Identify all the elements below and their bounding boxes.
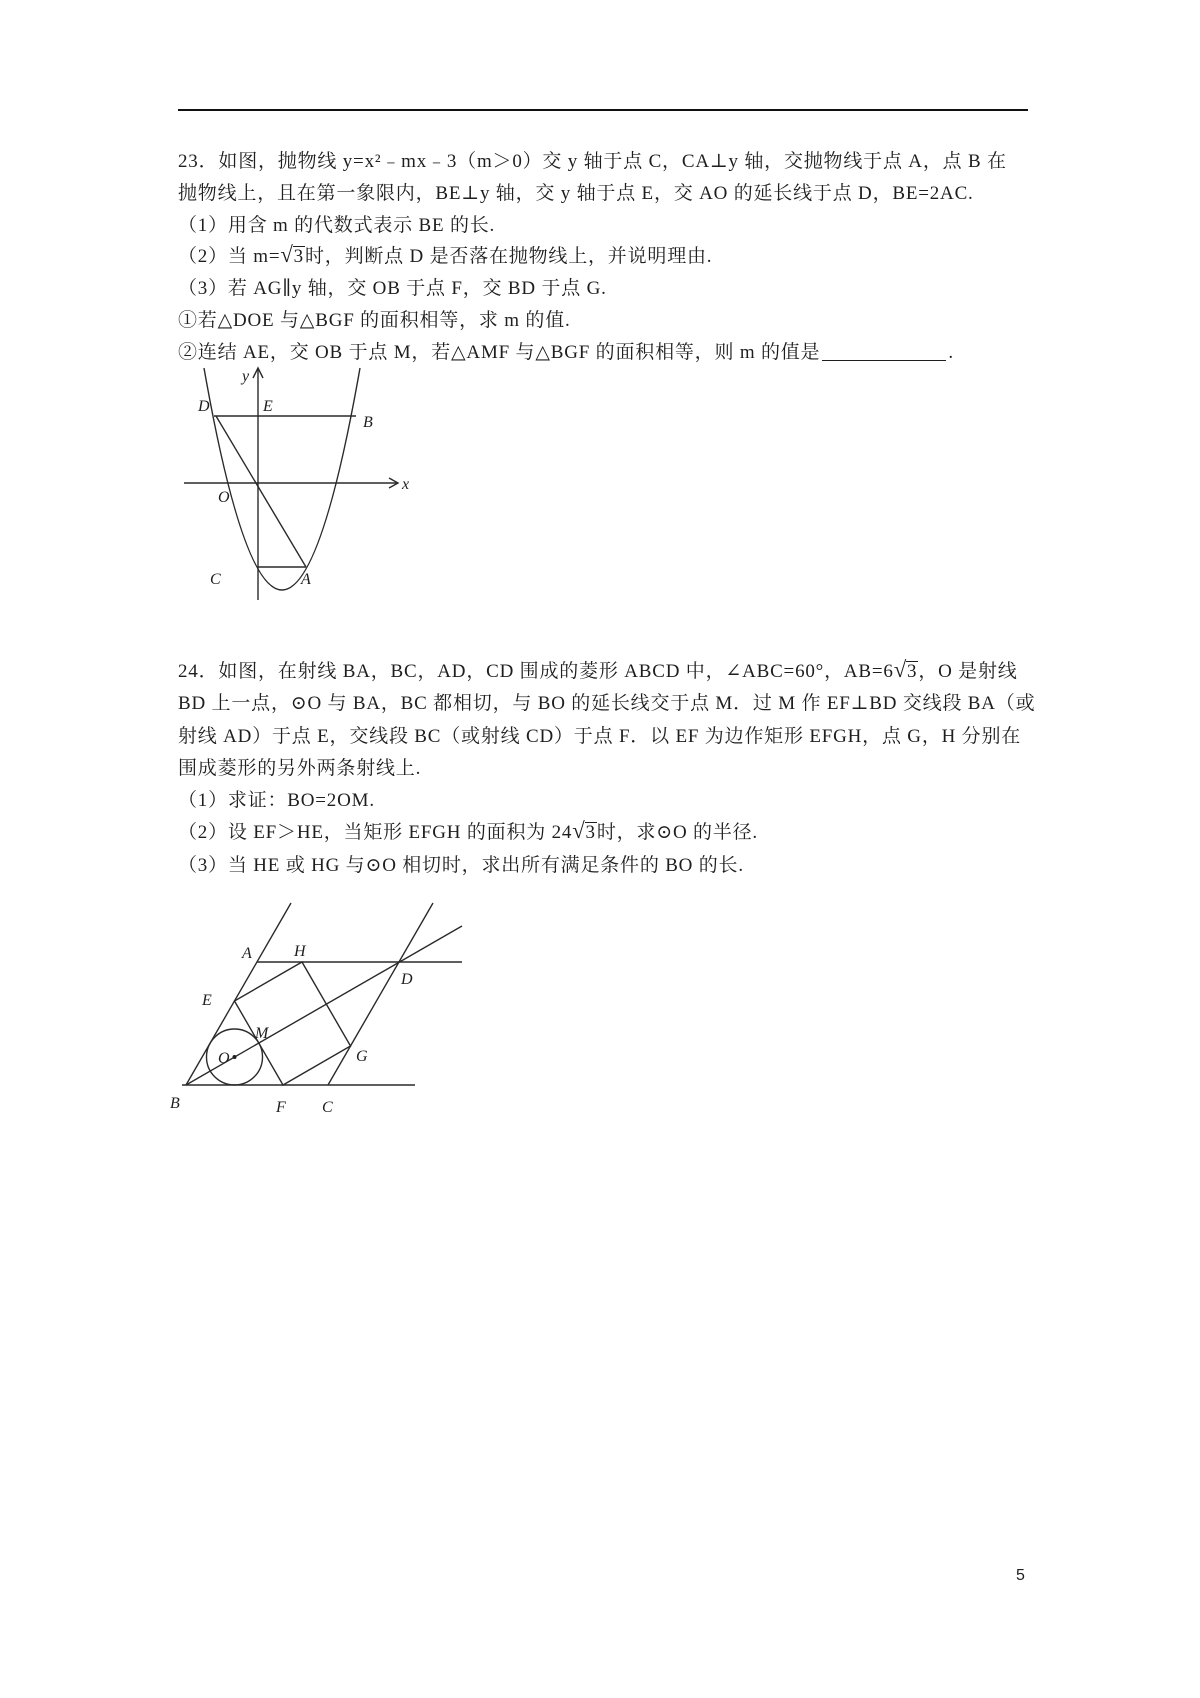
radical-sign: √ — [893, 657, 907, 682]
problem-24-part-1: （1）求证：BO=2OM. — [178, 790, 375, 812]
radicand: 3 — [585, 822, 596, 844]
problem-23-part-1: （1）用含 m 的代数式表示 BE 的长. — [178, 214, 496, 236]
square-root — [894, 656, 919, 688]
label-b: B — [170, 1095, 180, 1112]
problem-23-line-2: 抛物线上，且在第一象限内，BE⊥y 轴，交 y 轴于点 E，交 AO 的延长线于点 D，BE=2AC. — [178, 182, 974, 204]
label-f: F — [276, 1099, 286, 1116]
label-x: x — [402, 476, 410, 493]
problem-24 — [178, 656, 1035, 882]
text-segment: 24．如图，在射线 BA，BC，AD，CD 围成的菱形 ABCD 中，∠ABC=60°，AB=6 — [178, 661, 894, 682]
label-d: D — [401, 971, 413, 988]
problem-23-line-1: 23．如图，抛物线 y=x²﹣mx﹣3（m＞0）交 y 轴于点 C，CA⊥y 轴，交抛物线于点 A，点 B 在 — [178, 151, 1007, 172]
label-a: A — [242, 945, 252, 962]
radical-sign: √ — [572, 818, 586, 844]
label-b: B — [363, 414, 373, 431]
problem-24-line-1 — [178, 656, 1035, 688]
radicand: 3 — [293, 246, 304, 268]
parabola — [204, 368, 360, 590]
label-c: C — [322, 1099, 333, 1116]
label-d: D — [198, 398, 210, 415]
label-e: E — [202, 992, 212, 1009]
rhombus-figure — [165, 895, 470, 1120]
problem-23-part-2 — [178, 241, 1007, 273]
text-segment: . — [948, 341, 954, 363]
header-rule — [178, 109, 1028, 111]
problem-24-part-2 — [178, 817, 1035, 849]
text-segment: （2）当 m= — [178, 246, 281, 268]
label-a: A — [301, 571, 311, 588]
label-y: y — [242, 368, 250, 385]
radical-sign: √ — [280, 242, 294, 268]
problem-24-line-2: BD 上一点，⊙O 与 BA，BC 都相切，与 BO 的延长线交于点 M．过 M 作 EF⊥BD 交线段 BA（或 — [178, 693, 1036, 715]
radicand: 3 — [907, 661, 918, 682]
label-o: O — [218, 489, 230, 506]
parabola-figure — [178, 360, 418, 610]
text-segment: 时，求⊙O 的半径. — [596, 822, 758, 844]
label-c: C — [210, 571, 221, 588]
label-h: H — [294, 943, 306, 960]
text-segment: ，O 是射线 — [918, 661, 1018, 682]
label-g: G — [356, 1048, 368, 1065]
text-segment: （2）设 EF＞HE，当矩形 EFGH 的面积为 24 — [178, 822, 573, 844]
problem-24-part-3: （3）当 HE 或 HG 与⊙O 相切时，求出所有满足条件的 BO 的长. — [178, 854, 744, 876]
problem-23 — [178, 146, 1007, 369]
problem-24-line-3: 射线 AD）于点 E，交线段 BC（或射线 CD）于点 F．以 EF 为边作矩形 EFGH，点 G，H 分别在 — [178, 725, 1022, 747]
problem-23-part-3-1: ①若△DOE 与△BGF 的面积相等，求 m 的值. — [178, 309, 571, 331]
square-root — [572, 817, 597, 849]
problem-24-line-4: 围成菱形的另外两条射线上. — [178, 757, 422, 779]
square-root — [280, 241, 305, 273]
text-segment: 时，判断点 D 是否落在抛物线上，并说明理由. — [304, 246, 713, 268]
answer-blank — [822, 341, 946, 361]
center-o-dot — [233, 1055, 237, 1059]
problem-23-part-3: （3）若 AG∥y 轴，交 OB 于点 F，交 BD 于点 G. — [178, 278, 607, 300]
page-number: 5 — [1016, 1567, 1025, 1584]
label-m: M — [255, 1025, 269, 1042]
label-e: E — [263, 398, 273, 415]
label-o: O — [218, 1050, 230, 1067]
text-segment: ②连结 AE，交 OB 于点 M，若△AMF 与△BGF 的面积相等，则 m 的值是 — [178, 341, 821, 363]
